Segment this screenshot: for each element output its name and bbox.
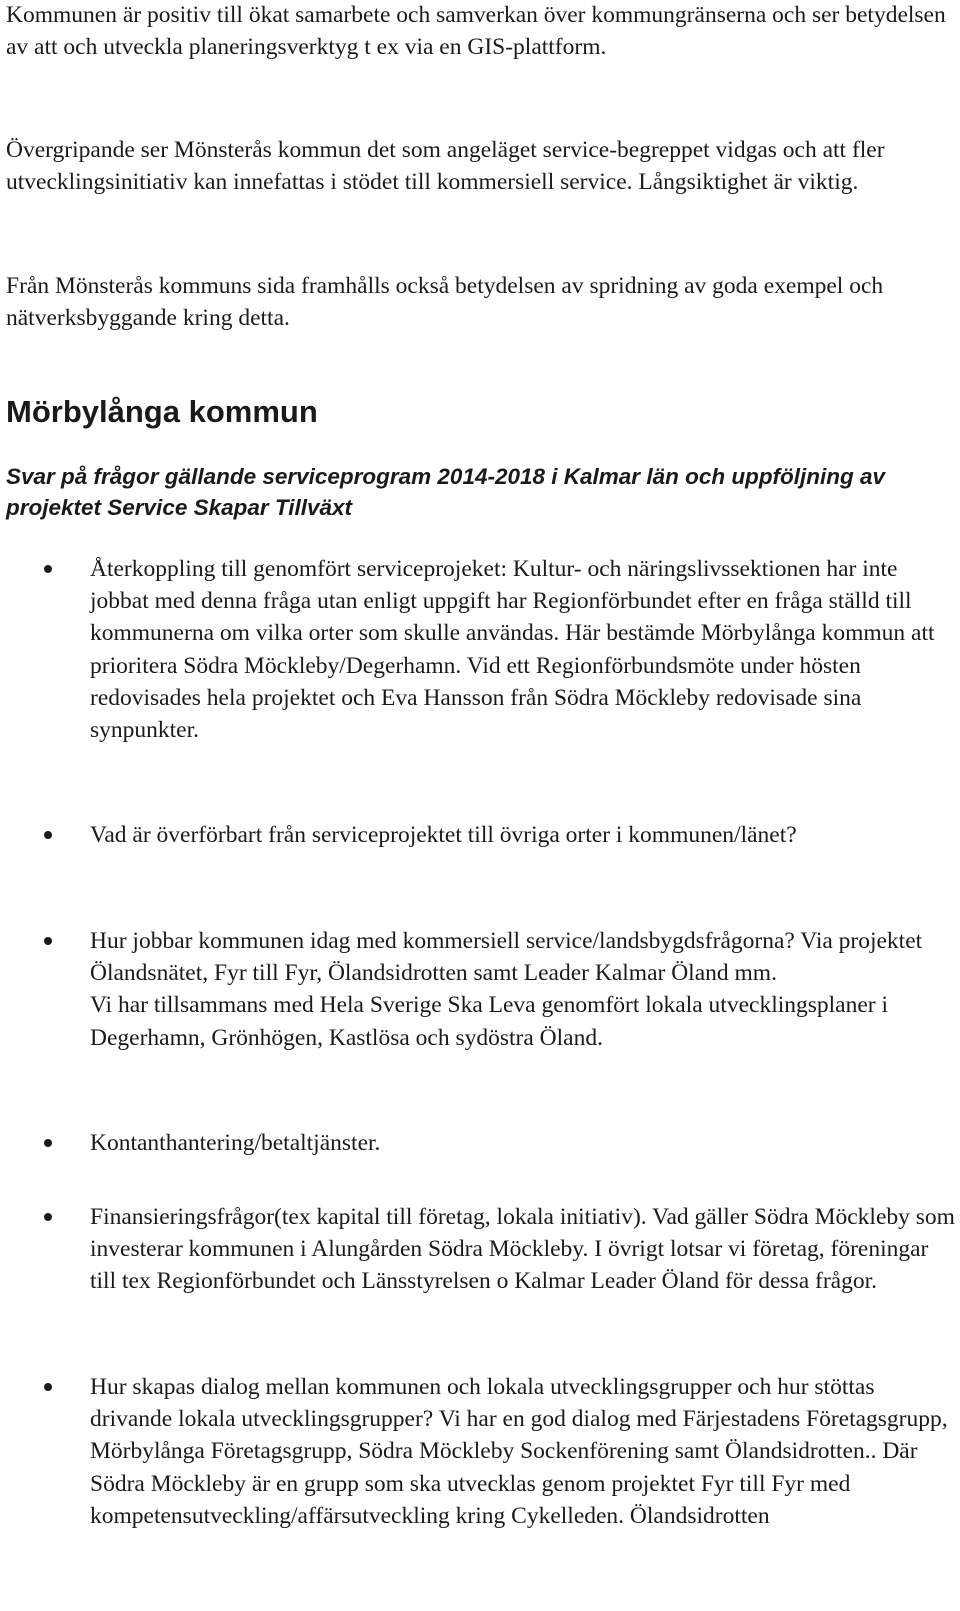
paragraph-good-examples: Från Mönsterås kommuns sida framhålls också betydelsen av spridning av goda exempel och nätverksbyggande kring detta. [6, 273, 884, 332]
bullet-text: Vi har tillsammans med Hela Sverige Ska Leva genomfört lokala utvecklingsplaner i Degerhamn, Grönhögen, Kastlösa och sydöstra Öland. [90, 992, 889, 1051]
bullet-text: Vad är överförbart från serviceprojektet till övriga orter i kommunen/länet? [90, 822, 797, 848]
bullet-icon [44, 1383, 52, 1391]
bullet-text: Hur skapas dialog mellan kommunen och lokala utvecklingsgrupper och hur stöttas drivande lokala utvecklingsgrupper? Vi har en god dialog med Färjestadens Företagsgrupp, Mörbylånga Företagsgrupp, Södra Möckleby Sockenförening samt Ölandsidrotten.. Där Södra Möckleby är en grupp som ska utvecklas genom projektet Fyr till Fyr med kompetensutveckling/affärsutveckling kring Cykelleden. Ölandsidrotten [90, 1374, 948, 1529]
bullet-text: Återkoppling till genomfört serviceprojeket: Kultur- och näringslivssektionen har inte jobbat med denna fråga utan enligt uppgift har Regionförbundet efter en fråga ställd till kommunerna om vilka orter som skulle användas. Här bestämde Mörbylånga kommun att prioritera Södra Möckleby/Degerhamn. Vid ett Regionförbundsmöte under hösten redovisades hela projektet och Eva Hansson från Södra Möckleby redovisade sina synpunkter. [90, 556, 935, 744]
bullet-icon [44, 1213, 52, 1221]
bullet-icon [44, 831, 52, 839]
bullet-icon [44, 565, 52, 573]
paragraph-service-concept: Övergripande ser Mönsterås kommun det som angeläget service-begreppet vidgas och att fler utvecklingsinitiativ kan innefattas i stödet till kommersiell service. Långsiktighet är viktig. [6, 137, 885, 196]
bullet-text: Finansieringsfrågor(tex kapital till företag, lokala initiativ). Vad gäller Södra Möckleby som investerar kommunen i Alungården Södra Möckleby. I övrigt lotsar vi företag, föreningar till tex Regionförbundet och Länsstyrelsen o Kalmar Leader Öland för dessa frågor. [90, 1204, 955, 1295]
bullet-icon [44, 1139, 52, 1147]
section-subheading: Svar på frågor gällande serviceprogram 2014-2018 i Kalmar län och uppföljning av projektet Service Skapar Tillväxt [6, 464, 886, 520]
paragraph-gis-cooperation: Kommunen är positiv till ökat samarbete och samverkan över kommungränserna och ser betydelsen av att och utveckla planeringsverktyg t ex via en GIS-plattform. [6, 2, 946, 61]
bullet-text: Hur jobbar kommunen idag med kommersiell service/landsbygdsfrågorna? Via projektet Ölandsnätet, Fyr till Fyr, Ölandsidrotten samt Leader Kalmar Öland mm. [90, 928, 923, 987]
bullet-text: Kontanthantering/betaltjänster. [90, 1130, 381, 1156]
section-heading: Mörbylånga kommun [6, 394, 318, 429]
bullet-icon [44, 937, 52, 945]
